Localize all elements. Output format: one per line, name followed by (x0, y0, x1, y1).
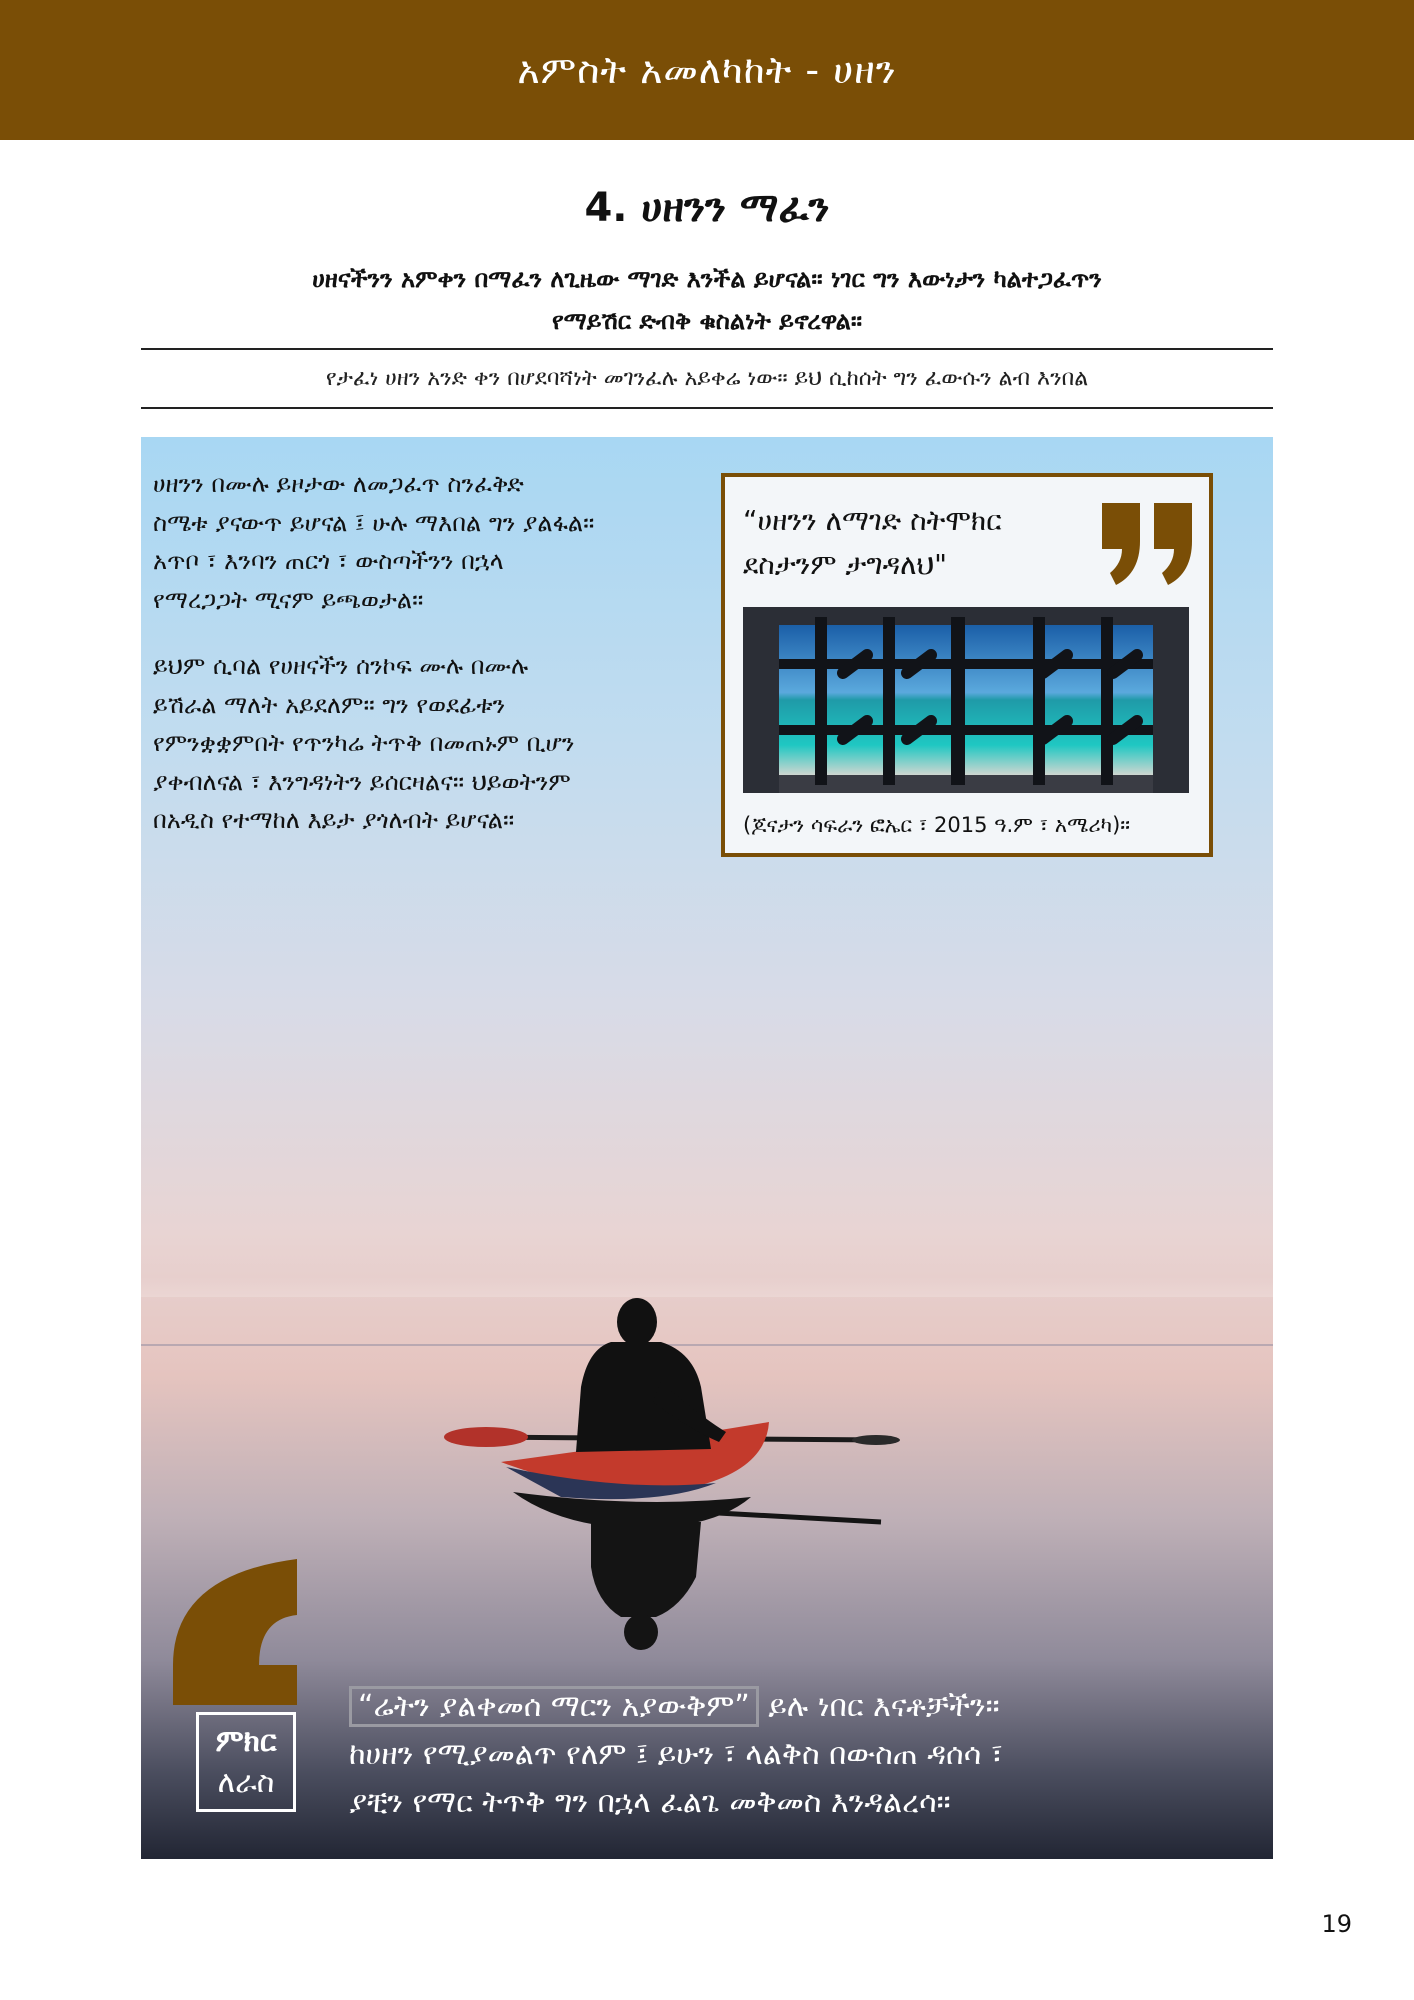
subtitle-line: ሀዘናችንን አምቀን በማፈን ለጊዜው ማገድ እንችል ይሆናል። ነገር ግን እውነታን ካልተጋፈጥን (312, 265, 1102, 293)
advice-badge (196, 1712, 296, 1812)
body-line: ስሜቱ ያናውጥ ይሆናል ፤ ሁሉ ማእበል ግን ያልፋል። (153, 508, 595, 537)
closing-quote-icon (1100, 501, 1196, 587)
header-title: አምስት አመለካከት - ሀዘን (517, 47, 897, 92)
section-title: 4. ሀዘንን ማፈን (584, 185, 830, 231)
header-bar (0, 0, 1414, 140)
page-number: 19 (1321, 1910, 1352, 1938)
proverb-line: ከሀዘን የሚያመልጥ የለም ፤ ይሁን ፣ ላልቅስ በውስጠ ዳሰሳ ፣ (349, 1737, 1004, 1772)
quote-text (743, 499, 1073, 587)
badge-line: ምክር (215, 1724, 277, 1759)
body-line: አጥቦ ፣ እንባን ጠርጎ ፣ ውስጣችንን በኋላ (153, 547, 504, 575)
quote-line: “ሀዘንን ለማገድ ስትሞክር (743, 504, 1002, 537)
opening-quote-icon (169, 1555, 299, 1705)
divider-bottom (141, 407, 1273, 409)
body-line: የምንቋቋምበት የጥንካሬ ትጥቅ በመጠኑም ቢሆን (153, 729, 575, 757)
body-line: ይህም ሲባል የሀዘናችን ሰንኮፍ ሙሉ በሙሉ (153, 652, 529, 680)
proverb-line: ያቺን የማር ትጥቅ ግን በኋላ ፈልጌ መቅመስ እንዳልረሳ። (349, 1785, 951, 1820)
badge-line: ለራስ (217, 1765, 275, 1800)
kayak-photo (141, 437, 1273, 1859)
body-line: ሀዘንን በሙሉ ይዞታው ለመጋፈጥ ስንፈቅድ (153, 470, 524, 498)
body-line: የማረጋጋት ሚናም ይጫወታል። (153, 585, 424, 614)
quote-caption: (ጆናታን ሳፍራን ፎኤር ፣ 2015 ዓ.ም ፣ አሜሪካ)። (743, 813, 1131, 837)
body-line: ያቀብለናል ፣ እንግዳነትን ይሰርዛልና። ህይወትንም (153, 767, 571, 796)
proverb-rest: ይሉ ነበር እናቶቻችን። (758, 1689, 1000, 1724)
body-text (153, 465, 713, 868)
body-line: በአዲስ የተማከለ እይታ ያጎለብት ይሆናል። (153, 806, 515, 834)
window-bars-sea-image (743, 607, 1189, 793)
tagline: የታፈነ ሀዘን አንድ ቀን በሆደባሻነት መገንፈሉ አይቀሬ ነው። ይህ ሲከሰት ግን ፈውሱን ልብ እንበል (325, 366, 1089, 391)
proverb-highlight: “ሬትን ያልቀመሰ ማርን አያውቅም” (349, 1686, 759, 1727)
body-paragraph (153, 647, 713, 840)
subtitle-line: የማይሽር ድብቅ ቁስልነት ይኖረዋል። (551, 307, 863, 335)
body-paragraph (153, 465, 713, 619)
subtitle (200, 258, 1214, 342)
body-line: ይሽራል ማለት አይደለም። ግን የወደፊቱን (153, 690, 506, 719)
proverb-text (349, 1683, 1249, 1827)
divider-top (141, 348, 1273, 350)
quote-line: ደስታንም ታግዳለህ" (743, 548, 948, 581)
quote-box (721, 473, 1213, 857)
